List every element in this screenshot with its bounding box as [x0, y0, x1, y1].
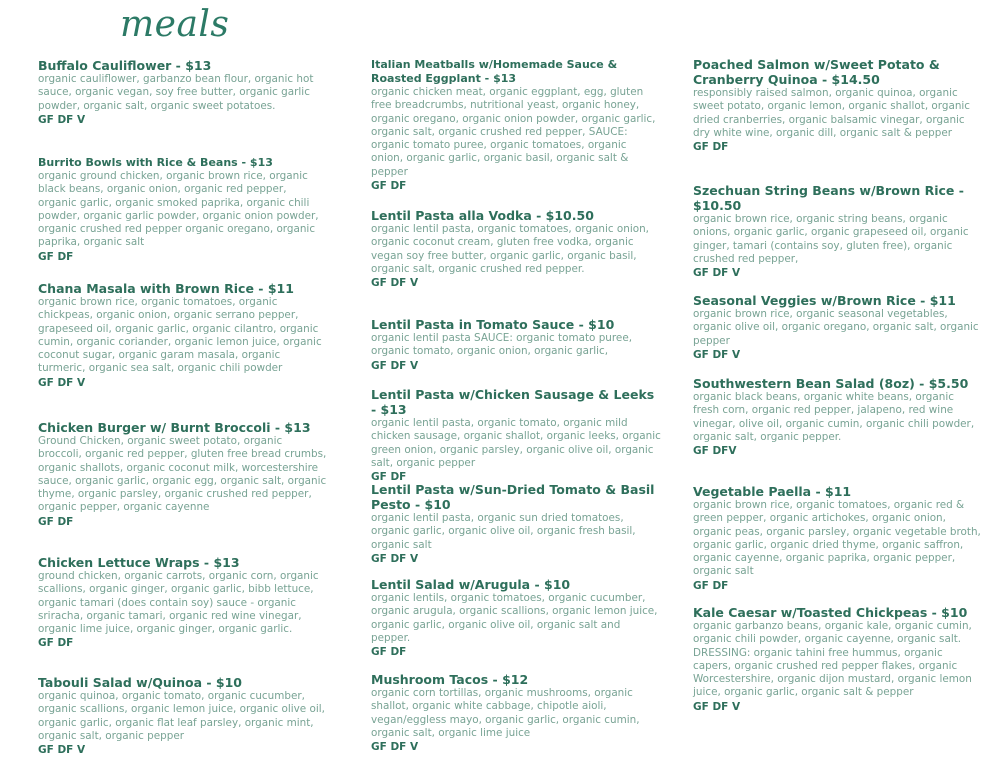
item-description: organic lentil pasta, organic tomatoes, organic onion, organic coconut cream, gluten free vodka, organic vegan soy free butter, organic garlic, organic basil, organic salt, organic crushed red pepper. [371, 223, 649, 275]
menu-item [693, 293, 983, 362]
item-description: organic brown rice, organic tomatoes, organic red & green pepper, organic artichokes, organic onion, organic peas, organic parsley, organic vegetable broth, organic garlic, organic dried thyme, organic saffron, organic cayenne, organic paprika, organic pepper, organic salt [693, 499, 981, 578]
item-name: Lentil Pasta w/Chicken Sausage & Leeks - $13 [371, 387, 655, 417]
item-name: Chicken Lettuce Wraps - $13 [38, 555, 240, 570]
menu-item [693, 605, 983, 714]
item-description: organic lentil pasta SAUCE: organic tomato puree, organic tomato, organic onion, organic garlic, [371, 332, 633, 358]
menu-item [693, 57, 983, 154]
item-description: organic brown rice, organic string beans, organic onions, organic garlic, organic grapeseed oil, organic ginger, tamari (contains soy, gluten free), organic crushed red pepper, [693, 213, 969, 265]
item-dietary-tags: GF DF V [38, 376, 86, 389]
menu-item [693, 183, 983, 280]
menu-item [38, 675, 328, 757]
item-name: Szechuan String Beans w/Brown Rice - $10.50 [693, 183, 964, 213]
item-dietary-tags: GF DF [371, 646, 407, 659]
menu-item [371, 482, 661, 566]
menu-item [38, 281, 328, 390]
item-name: Chana Masala with Brown Rice - $11 [38, 281, 294, 296]
item-name: Mushroom Tacos - $12 [371, 672, 529, 687]
menu-item [693, 376, 983, 458]
item-description: organic lentil pasta, organic sun dried tomatoes, organic garlic, organic olive oil, organic fresh basil, organic salt [371, 512, 636, 551]
item-dietary-tags: GF DF V [38, 744, 86, 757]
page-title: meals [120, 4, 230, 45]
menu-item [38, 58, 328, 127]
item-description: organic cauliflower, garbanzo bean flour, organic hot sauce, organic vegan, soy free butter, organic garlic powder, organic salt, organic sweet potatoes. [38, 73, 314, 112]
item-description: organic lentils, organic tomatoes, organic cucumber, organic arugula, organic scallions, organic lemon juice, organic garlic, organic olive oil, organic salt and pepper. [371, 592, 658, 644]
menu-item [371, 58, 661, 193]
item-dietary-tags: GF DF V [371, 552, 419, 565]
item-dietary-tags: GF DF [38, 515, 74, 528]
item-dietary-tags: GF DF V [693, 267, 741, 280]
item-name: Poached Salmon w/Sweet Potato & Cranberry Quinoa - $14.50 [693, 57, 940, 87]
item-dietary-tags: GF DF [38, 250, 74, 263]
menu-item [371, 387, 661, 484]
menu-item [38, 420, 328, 529]
item-dietary-tags: GF DFV [693, 445, 737, 458]
item-dietary-tags: GF DF V [693, 700, 741, 713]
item-description: organic corn tortillas, organic mushrooms, organic shallot, organic white cabbage, chipotle aioli, vegan/eggless mayo, organic garlic, organic cumin, organic salt, organic lime juice [371, 687, 640, 739]
item-description: organic ground chicken, organic brown rice, organic black beans, organic onion, organic red pepper, organic garlic, organic smoked paprika, organic chili powder, organic garlic powder, organic onion powder, organic crushed red pepper organic oregano, organic paprika, organic salt [38, 170, 319, 249]
item-description: organic lentil pasta, organic tomato, organic mild chicken sausage, organic shallot, organic leeks, organic green onion, organic parsley, organic olive oil, organic salt, organic pepper [371, 417, 661, 469]
item-name: Seasonal Veggies w/Brown Rice - $11 [693, 293, 956, 308]
menu-item [371, 672, 661, 754]
item-dietary-tags: GF DF [371, 471, 407, 484]
item-dietary-tags: GF DF [38, 637, 74, 650]
item-name: Vegetable Paella - $11 [693, 484, 852, 499]
item-dietary-tags: GF DF V [371, 741, 419, 754]
item-description: Ground Chicken, organic sweet potato, organic broccoli, organic red pepper, gluten free bread crumbs, organic shallots, organic coconut milk, worcestershire sauce, organic garlic, organic egg, organic salt, organic thyme, organic parsley, organic crushed red pepper, organic pepper, organic cayenne [38, 435, 327, 514]
item-description: responsibly raised salmon, organic quinoa, organic sweet potato, organic lemon, organic shallot, organic dried cranberries, organic balsamic vinegar, organic dry white wine, organic dill, organic salt & pepper [693, 87, 971, 139]
item-dietary-tags: GF DF V [38, 113, 86, 126]
item-description: organic quinoa, organic tomato, organic cucumber, organic scallions, organic lemon juice, organic olive oil, organic garlic, organic flat leaf parsley, organic mint, organic salt, organic pepper [38, 690, 325, 742]
menu-item [371, 577, 661, 659]
item-name: Burrito Bowls with Rice & Beans - $13 [38, 156, 273, 169]
item-name: Lentil Salad w/Arugula - $10 [371, 577, 571, 592]
item-name: Tabouli Salad w/Quinoa - $10 [38, 675, 242, 690]
item-dietary-tags: GF DF V [371, 277, 419, 290]
item-description: organic garbanzo beans, organic kale, organic cumin, organic chili powder, organic cayenne, organic salt. DRESSING: organic tahini free hummus, organic capers, organic crushed red pepper flakes, organic Worcestershire, organic dijon mustard, organic lemon juice, organic garlic, organic salt & pepper [693, 620, 972, 699]
item-description: organic brown rice, organic tomatoes, organic chickpeas, organic onion, organic serrano pepper, grapeseed oil, organic garlic, organic cilantro, organic cumin, organic coriander, organic lemon juice, organic coconut sugar, organic garam masala, organic turmeric, organic sea salt, organic chili powder [38, 296, 322, 375]
menu-item [38, 156, 328, 264]
item-description: organic black beans, organic white beans, organic fresh corn, organic red pepper, jalapeno, red wine vinegar, olive oil, organic cumin, organic chili powder, organic salt, organic pepper. [693, 391, 975, 443]
item-dietary-tags: GF DF V [693, 348, 741, 361]
item-description: ground chicken, organic carrots, organic corn, organic scallions, organic ginger, organic garlic, bibb lettuce, organic tamari (does contain soy) sauce - organic sriracha, organic tamari, organic red wine vinegar, organic lime juice, organic ginger, organic garlic. [38, 570, 319, 636]
item-name: Kale Caesar w/Toasted Chickpeas - $10 [693, 605, 968, 620]
item-description: organic brown rice, organic seasonal vegetables, organic olive oil, organic oregano, organic salt, organic pepper [693, 308, 979, 347]
item-name: Lentil Pasta in Tomato Sauce - $10 [371, 317, 615, 332]
item-name: Lentil Pasta w/Sun-Dried Tomato & Basil Pesto - $10 [371, 482, 655, 512]
item-name: Chicken Burger w/ Burnt Broccoli - $13 [38, 420, 311, 435]
item-dietary-tags: GF DF [693, 141, 729, 154]
item-dietary-tags: GF DF [693, 579, 729, 592]
menu-item [693, 484, 983, 593]
item-name: Lentil Pasta alla Vodka - $10.50 [371, 208, 594, 223]
item-dietary-tags: GF DF V [371, 359, 419, 372]
menu-item [371, 208, 661, 290]
menu-item [371, 317, 661, 373]
item-name: Southwestern Bean Salad (8oz) - $5.50 [693, 376, 969, 391]
menu-item [38, 555, 328, 650]
item-name: Buffalo Cauliflower - $13 [38, 58, 212, 73]
item-description: organic chicken meat, organic eggplant, egg, gluten free breadcrumbs, nutritional yeast, organic honey, organic oregano, organic onion powder, organic garlic, organic salt, organic crushed red pepper, SAUCE: organic tomato puree, organic tomatoes, organic onion, organic garlic, organic basil, organic salt & pepper [371, 86, 656, 178]
item-name: Italian Meatballs w/Homemade Sauce & Roasted Eggplant - $13 [371, 58, 618, 85]
item-dietary-tags: GF DF [371, 180, 407, 193]
